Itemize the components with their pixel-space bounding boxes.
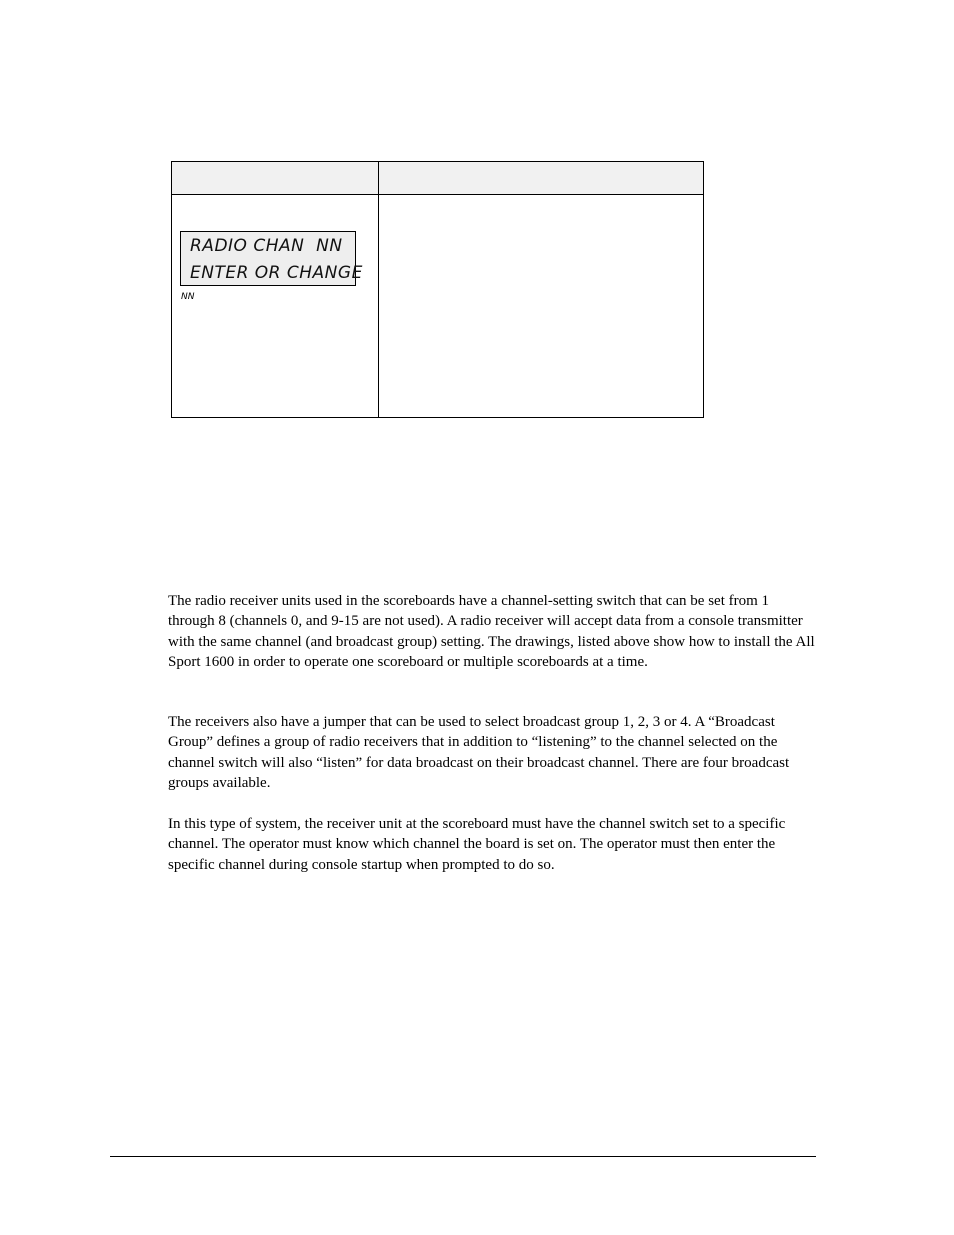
lcd-line-1: RADIO CHAN NN (190, 236, 343, 256)
paragraph-radio-receivers: The radio receiver units used in the scoreboards have a channel-setting switch that can be set from 1 through 8 (channels 0, and 9-15 are not used). A radio receiver will accept data from a console transmitter with the same channel (and broadcast group) setting. The drawings, listed above show how to install the All Sport 1600 in order to operate one scoreboard or multiple scoreboards at a time. (168, 593, 815, 670)
footer-rule (110, 1156, 816, 1157)
table-column-divider (378, 162, 379, 417)
paragraph-broadcast-group: The receivers also have a jumper that can be used to select broadcast group 1, 2, 3 or 4. A “Broadcast Group” defines a group of radio receivers that in addition to “listening” to the channel selected on the channel switch will also “listen” for data broadcast on their broadcast channel. There are four broadcast groups available. (168, 714, 790, 791)
table-header-row (172, 162, 703, 195)
lcd-line-2: ENTER OR CHANGE (190, 263, 363, 283)
nn-label: NN (181, 292, 195, 302)
settings-table (171, 161, 704, 418)
lcd-display (180, 231, 363, 286)
paragraph-system-setup: In this type of system, the receiver unit at the scoreboard must have the channel switch set to a specific channel. The operator must know which channel the board is set on. The operator must then enter the specific channel during console startup when prompted to do so. (168, 816, 786, 873)
